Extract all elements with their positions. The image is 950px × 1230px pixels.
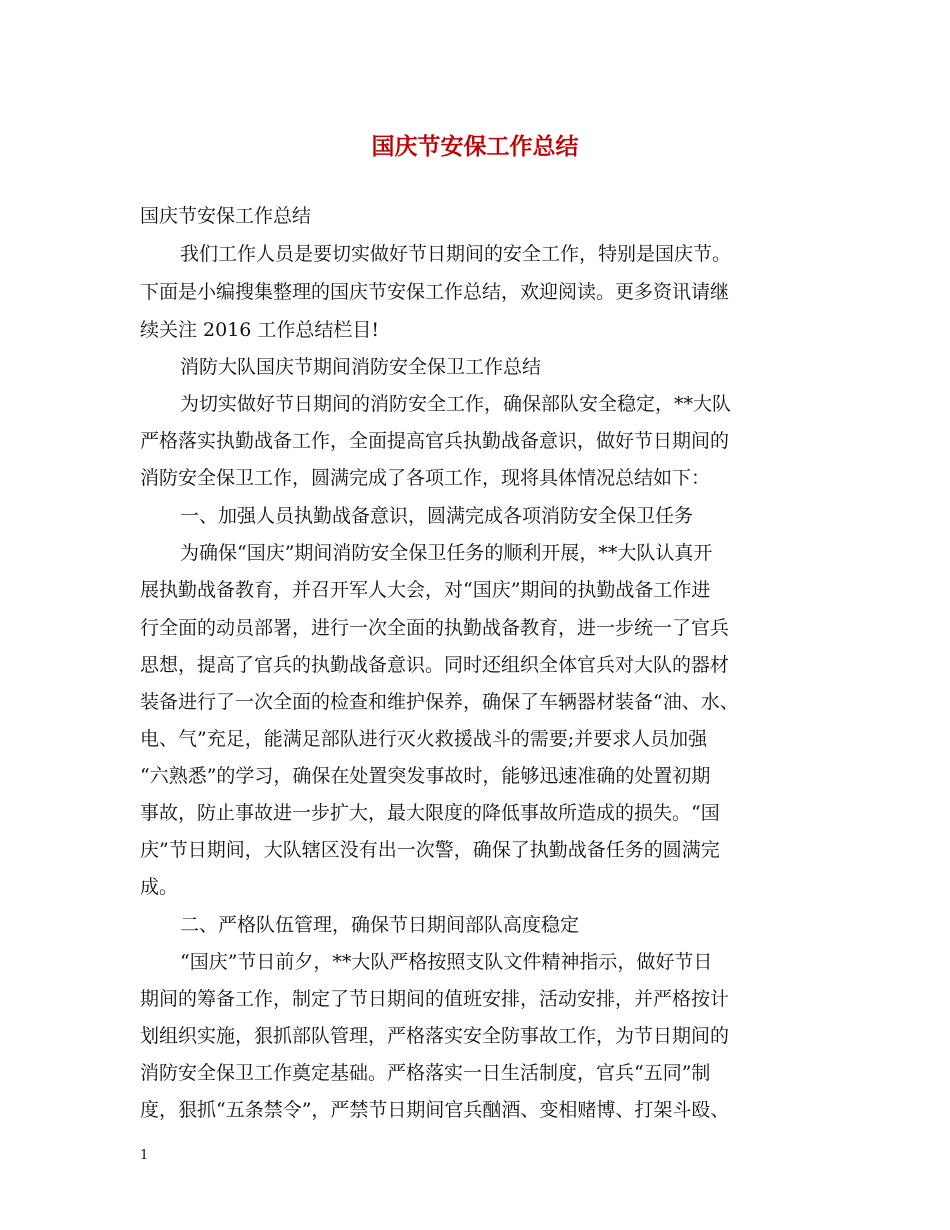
- paragraph-line: 装备进行了一次全面的检查和维护保养，确保了车辆器材装备“油、水、: [140, 691, 739, 713]
- page-number: 1: [140, 1148, 149, 1163]
- section-heading: 二、严格队伍管理，确保节日期间部队高度稳定: [180, 914, 580, 936]
- paragraph-line: 期间的筹备工作，制定了节日期间的值班安排，活动安排，并严格按计: [140, 988, 730, 1010]
- paragraph-line: 消防安全保卫工作奠定基础。严格落实一日生活制度，官兵“五同”制: [140, 1062, 711, 1084]
- paragraph-line: 电、气”充足，能满足部队进行灭火救援战斗的需要;并要求人员加强: [140, 728, 708, 750]
- paragraph-line: 展执勤战备教育，并召开军人大会，对“国庆”期间的执勤战备工作进: [140, 579, 711, 601]
- paragraph-line: “国庆”节日前夕，**大队严格按照支队文件精神指示，做好节日: [180, 951, 713, 973]
- paragraph-line: 成。: [140, 876, 179, 898]
- doc-subtitle: 国庆节安保工作总结: [140, 205, 312, 227]
- page-title: 国庆节安保工作总结: [371, 133, 579, 160]
- paragraph-line: 思想，提高了官兵的执勤战备意识。同时还组织全体官兵对大队的器材: [140, 654, 730, 676]
- section-heading: 消防大队国庆节期间消防安全保卫工作总结: [180, 356, 542, 378]
- paragraph-line: 严格落实执勤战备工作，全面提高官兵执勤战备意识，做好节日期间的: [140, 430, 730, 452]
- paragraph-line: 为切实做好节日期间的消防安全工作，确保部队安全稳定，**大队: [180, 393, 732, 415]
- paragraph-line: 划组织实施，狠抓部队管理，严格落实安全防事故工作，为节日期间的: [140, 1025, 730, 1047]
- paragraph-line: 度，狠抓“五条禁令”，严禁节日期间官兵酗酒、变相赌博、打架斗殴、: [140, 1099, 730, 1121]
- paragraph-line: 下面是小编搜集整理的国庆节安保工作总结，欢迎阅读。更多资讯请继: [140, 281, 730, 303]
- paragraph-line: “六熟悉”的学习，确保在处置突发事故时，能够迅速准确的处置初期: [140, 765, 711, 787]
- paragraph-line: 行全面的动员部署，进行一次全面的执勤战备教育，进一步统一了官兵: [140, 617, 730, 639]
- paragraph-line: 事故，防止事故进一步扩大，最大限度的降低事故所造成的损失。“国: [140, 802, 720, 824]
- paragraph-line: 消防安全保卫工作，圆满完成了各项工作，现将具体情况总结如下：: [140, 467, 711, 489]
- paragraph-line: 续关注 2016 工作总结栏目!: [140, 319, 380, 341]
- paragraph-line: 庆”节日期间，大队辖区没有出一次警，确保了执勤战备任务的圆满完: [140, 839, 720, 861]
- paragraph-line: 为确保“国庆”期间消防安全保卫任务的顺利开展，**大队认真开: [180, 542, 713, 564]
- section-heading: 一、加强人员执勤战备意识，圆满完成各项消防安全保卫任务: [180, 505, 694, 527]
- paragraph-line: 我们工作人员是要切实做好节日期间的安全工作，特别是国庆节。: [180, 243, 732, 265]
